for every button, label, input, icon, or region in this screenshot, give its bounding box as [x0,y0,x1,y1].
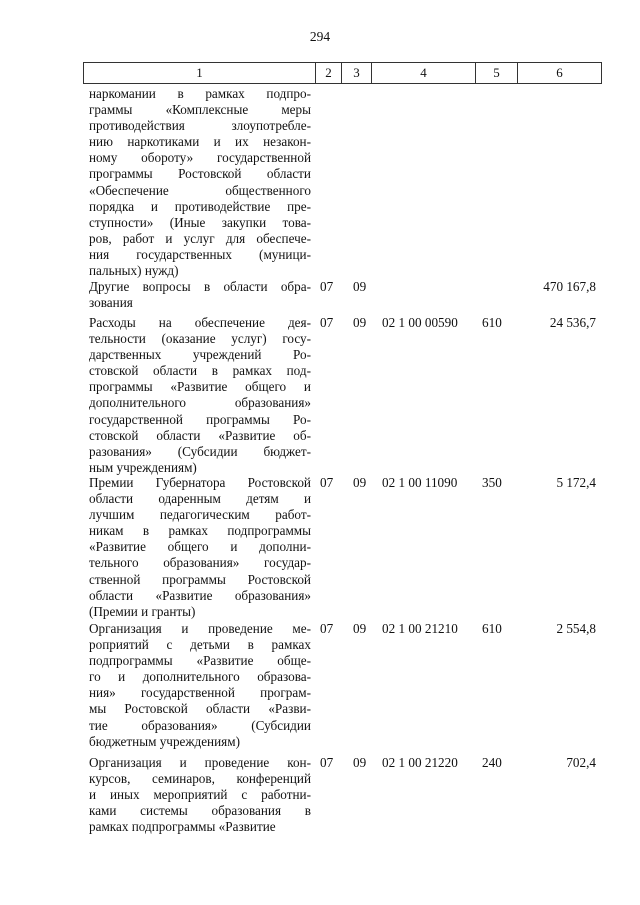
description-line: «Развитие общего и дополни- [89,539,311,555]
description-line: лучшим педагогическим работ- [89,507,311,523]
description-line: ками системы образования в [89,803,311,819]
description-line: наркомании в рамках подпро- [89,86,311,101]
description-line: ному обороту» государственной [89,150,311,166]
description-line: бюджетным учреждениям) [89,733,240,749]
target-article-code: 02 1 00 21220 [382,755,458,770]
description-line: Другие вопросы в области обра- [89,279,311,294]
description-line: тельного образования» государ- [89,555,311,571]
row-description [89,621,311,750]
description-line: ров, работ и услуг для обеспече- [89,230,311,246]
description-line: программы Ростовской области [89,166,311,182]
description-line: ственной программы Ростовской [89,571,311,587]
subsection-code: 09 [353,315,367,330]
target-article-code: 02 1 00 11090 [382,475,458,490]
header-col-4: 4 [372,63,476,83]
description-line: дарственных учреждений Ро- [89,347,311,363]
subsection-code: 09 [353,621,367,636]
description-line: противодействия злоупотребле- [89,118,311,134]
description-line: пальных) нужд) [89,263,179,279]
description-line: стовской области «Развитие об- [89,427,311,443]
header-col-6: 6 [556,65,563,80]
header-col-3: 3 [342,63,372,83]
description-line: курсов, семинаров, конференций [89,771,311,787]
description-line: подпрограммы «Развитие обще- [89,653,311,669]
header-col-2: 2 [316,63,342,83]
section-code: 07 [320,315,334,330]
amount-value: 470 167,8 [543,279,596,294]
row-description [89,315,311,476]
subsection-code: 09 [353,755,367,770]
section-code: 07 [320,279,334,294]
description-line: порядка и противодействие пре- [89,198,311,214]
amount-value: 702,4 [566,755,596,770]
amount-value: 24 536,7 [549,315,596,330]
header-col-1: 1 [84,63,316,83]
description-line: ступности» (Иные закупки това- [89,214,311,230]
description-line: тие образования» (Субсидии [89,717,311,733]
description-line: Организация и проведение ме- [89,621,311,636]
description-line: рамках подпрограммы «Развитие [89,819,276,835]
row-description [89,755,311,835]
description-line: программы «Развитие общего и [89,379,311,395]
description-line: ния государственных (муници- [89,246,311,262]
subsection-code: 09 [353,279,367,294]
description-line: дополнительного образования» [89,395,311,411]
description-line: никам в рамках подпрограммы [89,523,311,539]
description-line: Организация и проведение кон- [89,755,311,770]
row-description [89,475,311,620]
amount-value: 5 172,4 [556,475,596,490]
target-article-code: 02 1 00 00590 [382,315,458,330]
description-line: ния» государственной програм- [89,685,311,701]
description-line: го и дополнительного образова- [89,669,311,685]
description-line: тельности (оказание услуг) госу- [89,331,311,347]
description-line: разования» (Субсидии бюджет- [89,443,311,459]
description-line: роприятий с детьми в рамках [89,637,311,653]
description-line: зования [89,295,133,311]
description-line: области «Развитие образования» [89,587,311,603]
description-line: государственной программы Ро- [89,411,311,427]
target-article-code: 02 1 00 21210 [382,621,458,636]
row-description [89,279,311,311]
description-line: стовской области в рамках под- [89,363,311,379]
section-code: 07 [320,755,334,770]
description-line: ным учреждениям) [89,459,197,475]
expense-type-code: 610 [482,315,502,330]
page-number: 294 [309,29,331,44]
section-code: 07 [320,621,334,636]
section-code: 07 [320,475,334,490]
amount-value: 2 554,8 [556,621,596,636]
description-line: «Обеспечение общественного [89,182,311,198]
description-line: граммы «Комплексные меры [89,102,311,118]
expense-type-code: 240 [482,755,502,770]
header-col-5: 5 [476,63,518,83]
description-line: Премии Губернатора Ростовской [89,475,311,490]
table-header-row [83,62,602,84]
description-line: мы Ростовской области «Разви- [89,701,311,717]
description-line: нию наркотиками и их незакон- [89,134,311,150]
row-description [89,86,311,279]
description-line: Расходы на обеспечение дея- [89,315,311,330]
description-line: области одаренным детям и [89,491,311,507]
expense-type-code: 610 [482,621,502,636]
subsection-code: 09 [353,475,367,490]
description-line: (Премии и гранты) [89,603,196,619]
expense-type-code: 350 [482,475,502,490]
description-line: и иных мероприятий с работни- [89,787,311,803]
